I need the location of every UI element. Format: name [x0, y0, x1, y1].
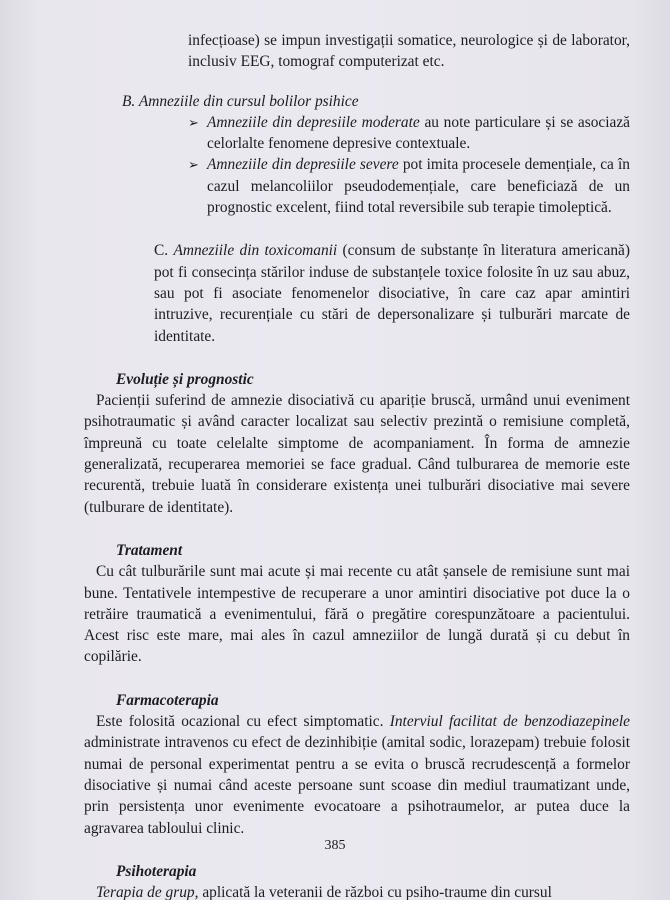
farmaco-term: Interviul facilitat de benzodiazepinele — [389, 713, 630, 731]
page-text — [84, 30, 630, 900]
bullet-term: Amneziile din depresiile moderate — [207, 113, 420, 131]
heading-farmacoterapia: Farmacoterapia — [116, 691, 219, 709]
psiho-term: Terapia de grup, — [96, 884, 199, 900]
farmaco-text-start: Este folosită ocazional cu efect simptomatic. — [96, 713, 390, 731]
arrow-bullet-icon: ➢ — [188, 157, 199, 173]
heading-tratament: Tratament — [116, 541, 183, 559]
section-b-title: B. Amneziile din cursul bolilor psihice — [122, 92, 359, 110]
heading-psihoterapia: Psihoterapia — [116, 862, 197, 880]
section-c-paragraph — [154, 240, 630, 346]
bullet-severe-depression — [188, 154, 630, 218]
paragraph-tratament: Cu cât tulburările sunt mai acute și mai recente cu atât șansele de remisiune sunt mai bune. Tentativele intempestive de recuperare a unor amintiri disociative pot duce la o retrăire traumatică a evenimentului, fără o pregătire corespunzătoare a pacientului. Acest risc este mare, mai ales în cazul amneziilor de lungă durată și cu debut în copilărie. — [84, 563, 630, 666]
paragraph-farmacoterapia — [84, 711, 630, 839]
page-number: 385 — [324, 838, 346, 853]
section-c-term: Amneziile din toxicomanii — [173, 242, 338, 260]
bullet-term: Amneziile din depresiile severe — [207, 156, 399, 174]
bullet-moderate-depression — [188, 112, 630, 155]
bullet-text: pot imita procesele demențiale, ca în cazul melancoliilor pseudodemențiale, care beneficiază de un prognostic excelent, fiind total reversibile sub terapie timoleptică. — [207, 156, 630, 217]
arrow-bullet-icon: ➢ — [188, 114, 199, 130]
continuation-paragraph: infecțioase) se impun investigații somatice, neurologice și de laborator, inclusiv EEG, tomograf computerizat etc. — [188, 32, 630, 71]
section-c-prefix: C. — [154, 242, 174, 260]
paragraph-psihoterapia — [84, 882, 630, 900]
paragraph-evolutie: Pacienții suferind de amnezie disociativă cu apariție bruscă, urmând unui eveniment psihotraumatic și având caracter localizat sau selectiv prezintă o remisiune completă, împreună cu toate celelalte simptome de acompaniament. În forma de amnezie generalizată, recuperarea memoriei se face gradual. Când tulburarea de memorie este recurentă, trebuie luată în considerare existența unei tulburări disociative mai severe (tulburare de identitate). — [84, 392, 630, 516]
section-c-text: (consum de substanțe în literatura americană) pot fi consecința stărilor induse de substanțele toxice folosite în uz sau abuz, sau pot fi asociate fenomenelor disociative, în care caz apar amintiri intruzive, recurențiale cu stări de depersonalizare și tulburări marcate de identitate. — [154, 242, 630, 345]
bullet-text: au note particulare și se asociază celorlalte fenomene depresive contextuale. — [207, 113, 630, 153]
psiho-text: aplicată la veteranii de război cu psiho-traume din cursul — [198, 884, 552, 900]
farmaco-text-end: administrate intravenos cu efect de dezinhibiție (amital sodic, lorazepam) trebuie folosit numai de personal experimentat pentru a se evita o bruscă recrudescență a formelor disociative și numai când aceste persoane sunt scoase din mediul traumatizant unde, prin persistența unor evenimente evocatoare a psihotraumelor, ar putea duce la agravarea tabloului clinic. — [84, 734, 630, 837]
heading-evolutie: Evoluție și prognostic — [116, 370, 254, 388]
